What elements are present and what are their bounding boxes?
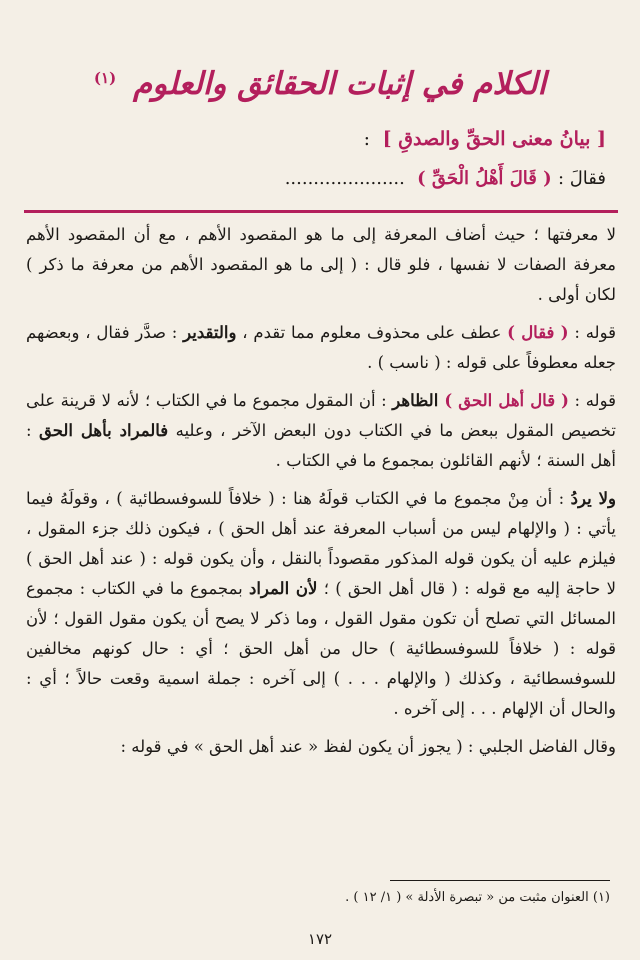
paragraph-text: : أهل السنة ؛ لأنهم القائلون بمجموع ما في الكتاب .: [26, 421, 616, 470]
paragraph-text: قوله :: [568, 391, 616, 410]
separator-rule: [24, 210, 618, 213]
footnote-rule: [390, 880, 610, 881]
bold-term: الظاهر: [392, 391, 445, 410]
quoted-matn: ( فقال ): [507, 323, 569, 342]
paragraph-text: : صدَّر فقال ، وبعضهم جعله معطوفاً على قوله : ( ناسب ) .: [26, 323, 616, 372]
matn-dots: .....................: [284, 168, 405, 189]
commentary-body: [26, 220, 616, 770]
paragraph-text: بمجموع ما في الكتاب : مجموع المسائل التي تصلح أن تكون مقول القول ، وما ذكر لا يصح أن يكون مقول القول ؛ لأن قوله : ( خلافاً للسوفسطائية ) حال من أهل الحق ؛ أي : حال كونهم مخالفين للسوفسطائية ، وكذلك ( والإلهام . . . ) إلى آخره : جملة اسمية وقعت حالاً ؛ أي : والحال أن الإلهام . . . إلى آخره .: [26, 579, 616, 718]
chapter-title: [0, 66, 640, 102]
matn-quote: ( قَالَ أَهْلُ الْحَقِّ ): [417, 168, 552, 189]
matn-lead: فقالَ :: [557, 168, 606, 189]
bold-term: لأن المراد: [248, 579, 318, 598]
matn-line: [26, 168, 606, 189]
paragraph-text: وقال الفاضل الجلبي : ( يجوز أن يكون لفظ « عند أهل الحق » في قوله :: [120, 737, 616, 756]
bold-term: ولا يردُ: [570, 489, 616, 508]
paragraph-text: لا معرفتها ؛ حيث أضاف المعرفة إلى ما هو المقصود الأهم ، مع أن المقصود الأهم معرفة الصفات لا نفسها ، فلو قال : ( إلى ما هو المقصود الأهم من معرفة ما ذكر ) لكان أولى .: [26, 225, 616, 304]
chapter-title-footnote-mark: (١): [93, 68, 117, 87]
section-heading-text: [ بيانُ معنى الحقِّ والصدقِ ]: [382, 128, 606, 150]
bold-term: فالمراد بأهل الحق: [38, 421, 169, 440]
section-heading: [26, 128, 606, 150]
commentary-paragraph: [26, 484, 616, 724]
commentary-paragraph: [26, 386, 616, 476]
footnote: (١) العنوان مثبت من « تبصرة الأدلة » ( ١/ ١٢ ) .: [345, 890, 610, 905]
commentary-paragraph: [26, 318, 616, 378]
quoted-matn: ( قال أهل الحق ): [444, 391, 569, 410]
section-heading-colon: :: [363, 128, 371, 150]
commentary-paragraph: [26, 732, 616, 762]
paragraph-text: عطف على محذوف معلوم مما تقدم ،: [236, 323, 508, 342]
paragraph-text: : أن المقول مجموع ما في الكتاب ؛ لأنه لا قرينة على تخصيص المقول ببعض ما في الكتاب دون البعض الآخر ، وعليه: [26, 391, 616, 440]
page-number: ١٧٢: [307, 930, 333, 948]
commentary-paragraph: [26, 220, 616, 310]
bold-term: والتقدير: [183, 323, 237, 342]
paragraph-text: : أن مِنْ مجموع ما في الكتاب قولَهُ هنا : ( خلافاً للسوفسطائية ) ، وقولَهُ فيما يأتي : ( والإلهام ليس من أسباب المعرفة عند أهل الحق ) ، فيكون ذلك جزء المقول ، فيلزم عليه أن يكون قوله المذكور مقصوداً بالنقل ، وأن يكون قوله : ( عند أهل الحق ) لا حاجة إليه مع قوله : ( قال أهل الحق ) ؛: [26, 489, 616, 598]
paragraph-text: قوله :: [568, 323, 616, 342]
chapter-title-text: الكلام في إثبات الحقائق والعلوم: [133, 66, 547, 102]
